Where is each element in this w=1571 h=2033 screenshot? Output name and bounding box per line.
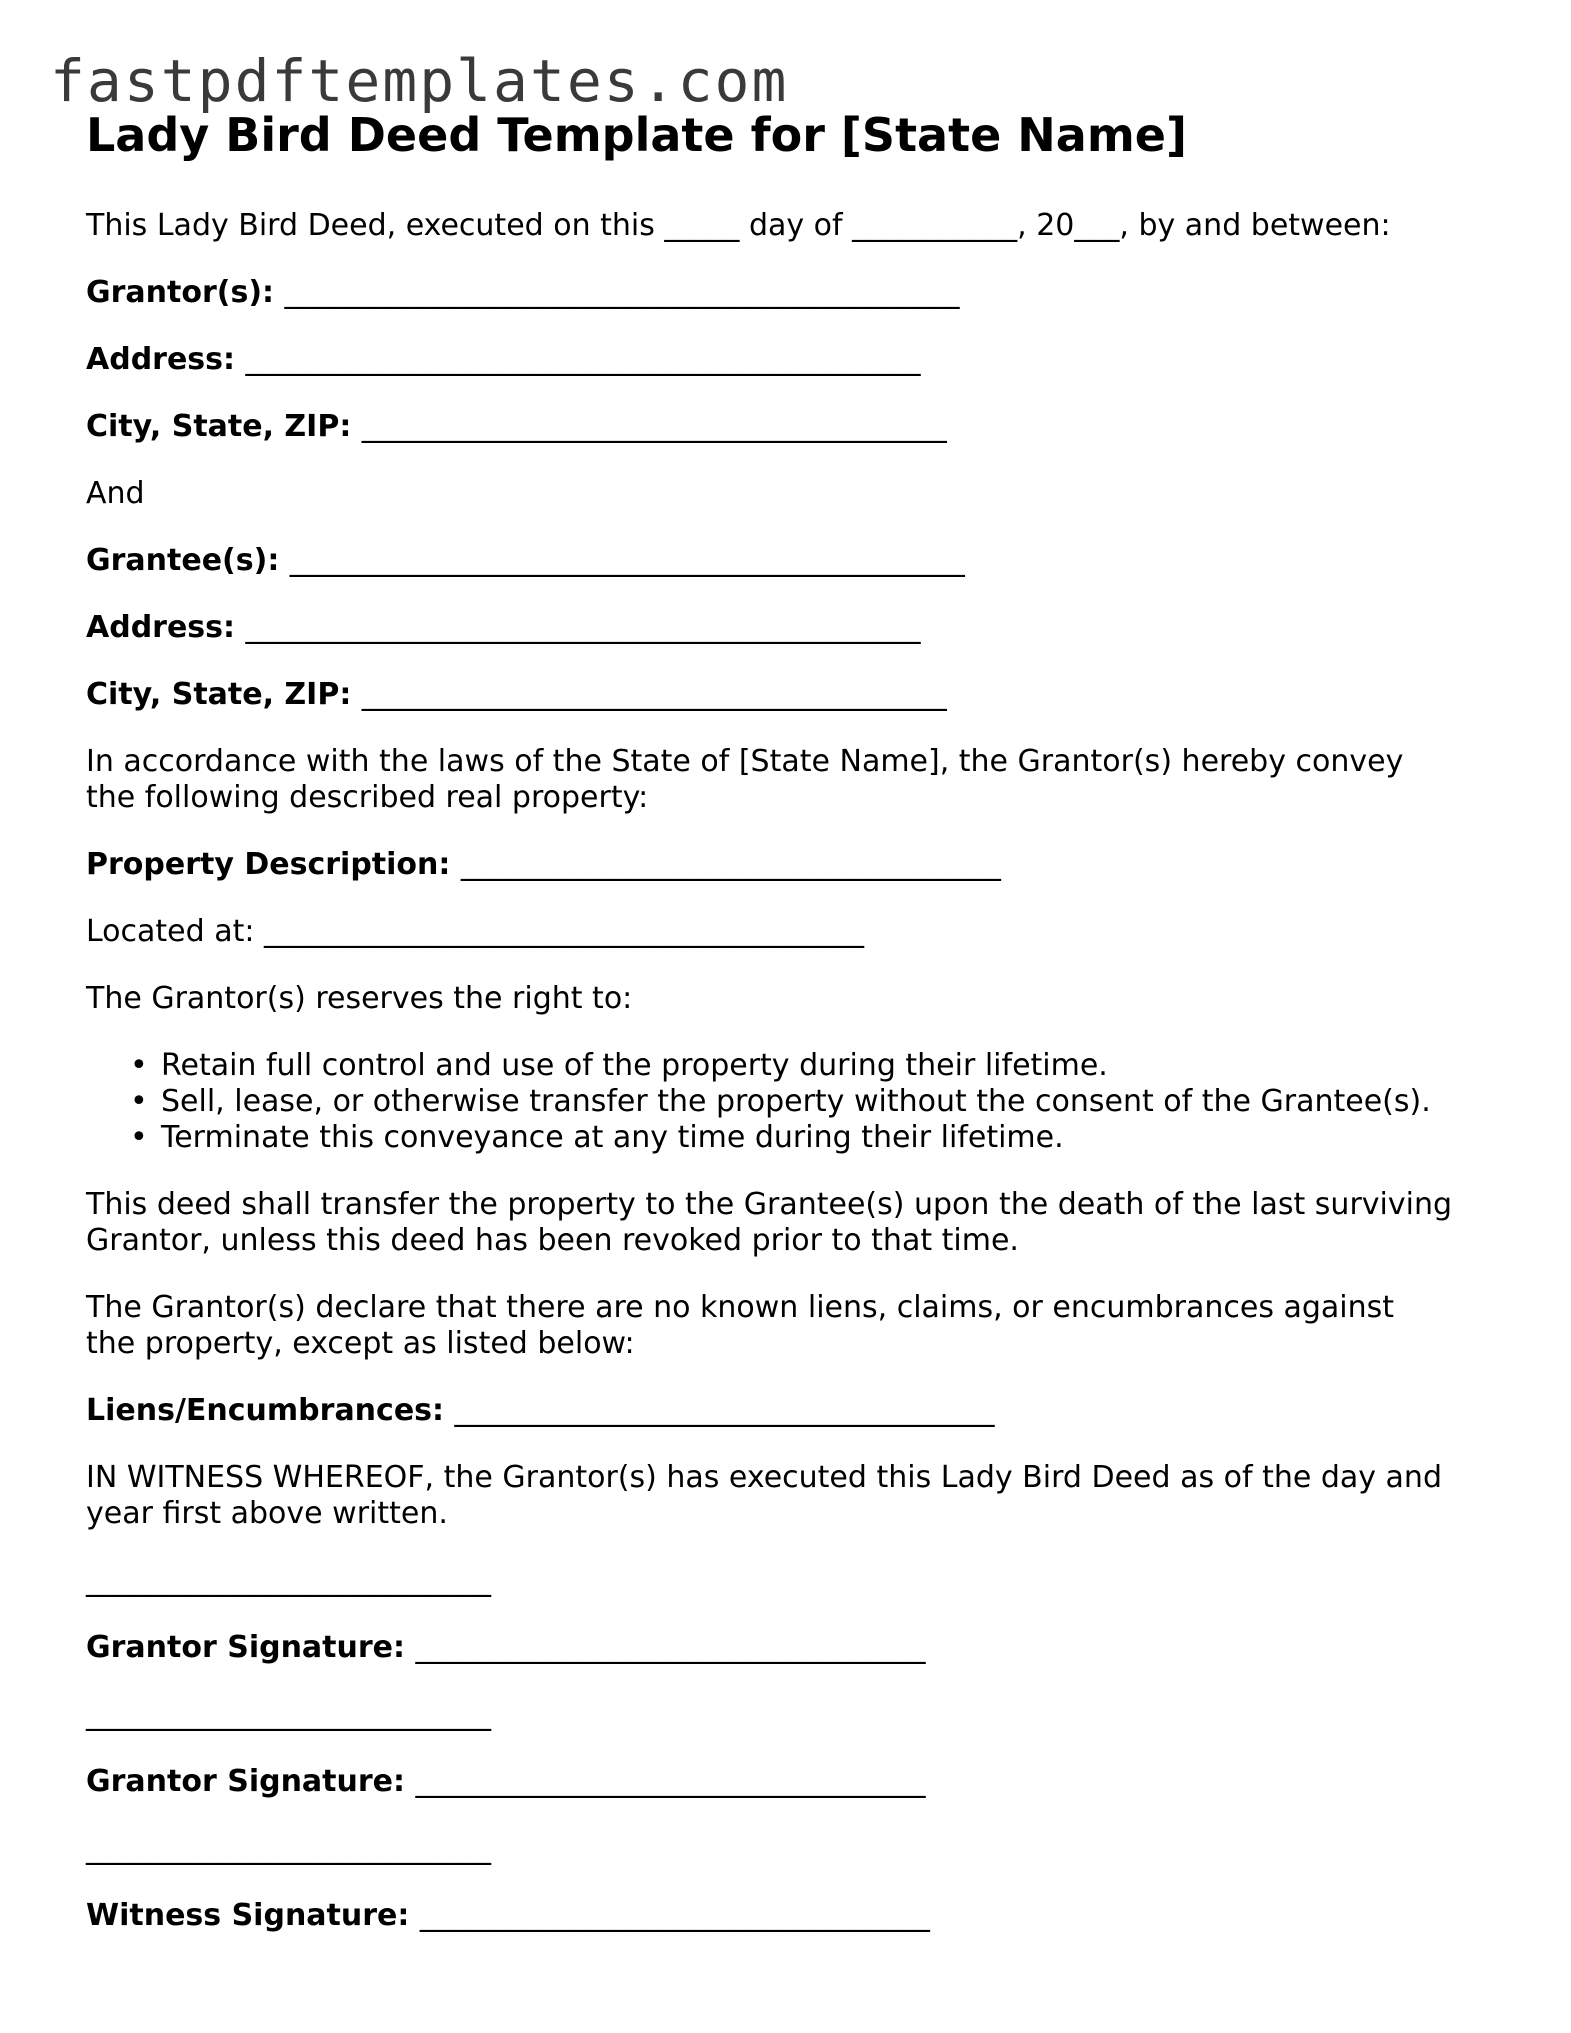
witness-whereof-line-2: year first above written. [86, 1496, 448, 1531]
intro-paragraph [86, 208, 1486, 244]
intro-text-2: day of [739, 208, 853, 243]
watermark-text: fastpdftemplates.com [50, 47, 789, 115]
grantor-signature-row-1 [86, 1630, 1486, 1666]
rights-list [86, 1048, 1486, 1156]
convey-line-1: In accordance with the laws of the State of [State Name], the Grantor(s) hereby convey [86, 744, 1404, 779]
transfer-line-2: Grantor, unless this deed has been revoked prior to that time. [86, 1223, 1019, 1258]
intro-text-3: , 20 [1017, 208, 1075, 243]
grantor-signature-label-2: Grantor Signature: [86, 1764, 416, 1799]
grantee-name-row [86, 543, 1486, 579]
grantee-address-row [86, 610, 1486, 646]
deed-document [86, 104, 1486, 1965]
year-blank[interactable]: ___ [1074, 208, 1120, 243]
grantee-city-field[interactable]: _______________________________________ [361, 677, 947, 712]
grantor-city-field[interactable]: _______________________________________ [361, 409, 947, 444]
day-blank[interactable]: _____ [664, 208, 740, 243]
witness-signature-field[interactable]: __________________________________ [419, 1898, 930, 1933]
grantor-name-field[interactable]: _____________________________________________ [284, 275, 960, 310]
grantor-signature-row-2 [86, 1764, 1486, 1800]
located-at-field[interactable]: ________________________________________ [264, 914, 865, 949]
liens-field[interactable]: ____________________________________ [454, 1393, 995, 1428]
witness-signature-row [86, 1898, 1486, 1934]
grantor-city-row [86, 409, 1486, 445]
document-title: Lady Bird Deed Template for [State Name] [86, 108, 1187, 162]
signature-top-line-2[interactable]: ___________________________ [86, 1697, 491, 1732]
witness-whereof-line-1: IN WITNESS WHEREOF, the Grantor(s) has executed this Lady Bird Deed as of the day and [86, 1460, 1442, 1495]
liens-label: Liens/Encumbrances: [86, 1393, 455, 1428]
grantor-name-row [86, 275, 1486, 311]
signature-top-line-1[interactable]: ___________________________ [86, 1563, 491, 1598]
grantee-name-label: Grantee(s): [86, 543, 290, 578]
intro-text-1: This Lady Bird Deed, executed on this [86, 208, 665, 243]
grantor-city-label: City, State, ZIP: [86, 409, 362, 444]
grantor-signature-field-1[interactable]: __________________________________ [415, 1630, 926, 1665]
grantee-address-field[interactable]: _____________________________________________ [245, 610, 921, 645]
transfer-line-1: This deed shall transfer the property to the Grantee(s) upon the death of the last surviving [86, 1187, 1453, 1222]
list-item: • Terminate this conveyance at any time during their lifetime. [161, 1120, 1486, 1156]
property-description-field[interactable]: ____________________________________ [460, 847, 1001, 882]
month-blank[interactable]: ___________ [852, 208, 1018, 243]
grantor-address-label: Address: [86, 342, 246, 377]
and-text: And [86, 476, 145, 511]
grantor-address-field[interactable]: _____________________________________________ [245, 342, 921, 377]
grantee-city-row [86, 677, 1486, 713]
grantor-name-label: Grantor(s): [86, 275, 285, 310]
grantor-signature-field-2[interactable]: __________________________________ [415, 1764, 926, 1799]
grantee-name-field[interactable]: _____________________________________________ [289, 543, 965, 578]
liens-declare-paragraph [86, 1290, 1486, 1362]
intro-text-4: , by and between: [1119, 208, 1391, 243]
list-item: • Sell, lease, or otherwise transfer the property without the consent of the Grantee(s). [161, 1084, 1486, 1120]
witness-whereof-paragraph [86, 1460, 1486, 1532]
grantor-address-row [86, 342, 1486, 378]
property-description-label: Property Description: [86, 847, 461, 882]
grantor-signature-label-1: Grantor Signature: [86, 1630, 416, 1665]
signature-top-line-3[interactable]: ___________________________ [86, 1831, 491, 1866]
liens-row [86, 1393, 1486, 1429]
list-item: • Retain full control and use of the property during their lifetime. [161, 1048, 1486, 1084]
convey-paragraph [86, 744, 1486, 816]
convey-line-2: the following described real property: [86, 780, 649, 815]
located-at-label: Located at: [86, 914, 265, 949]
located-at-row [86, 914, 1486, 950]
liens-declare-line-2: the property, except as listed below: [86, 1326, 635, 1361]
property-description-row [86, 847, 1486, 883]
reserves-intro: The Grantor(s) reserves the right to: [86, 981, 633, 1016]
grantee-city-label: City, State, ZIP: [86, 677, 362, 712]
transfer-paragraph [86, 1187, 1486, 1259]
witness-signature-label: Witness Signature: [86, 1898, 420, 1933]
liens-declare-line-1: The Grantor(s) declare that there are no known liens, claims, or encumbrances against [86, 1290, 1395, 1325]
grantee-address-label: Address: [86, 610, 246, 645]
